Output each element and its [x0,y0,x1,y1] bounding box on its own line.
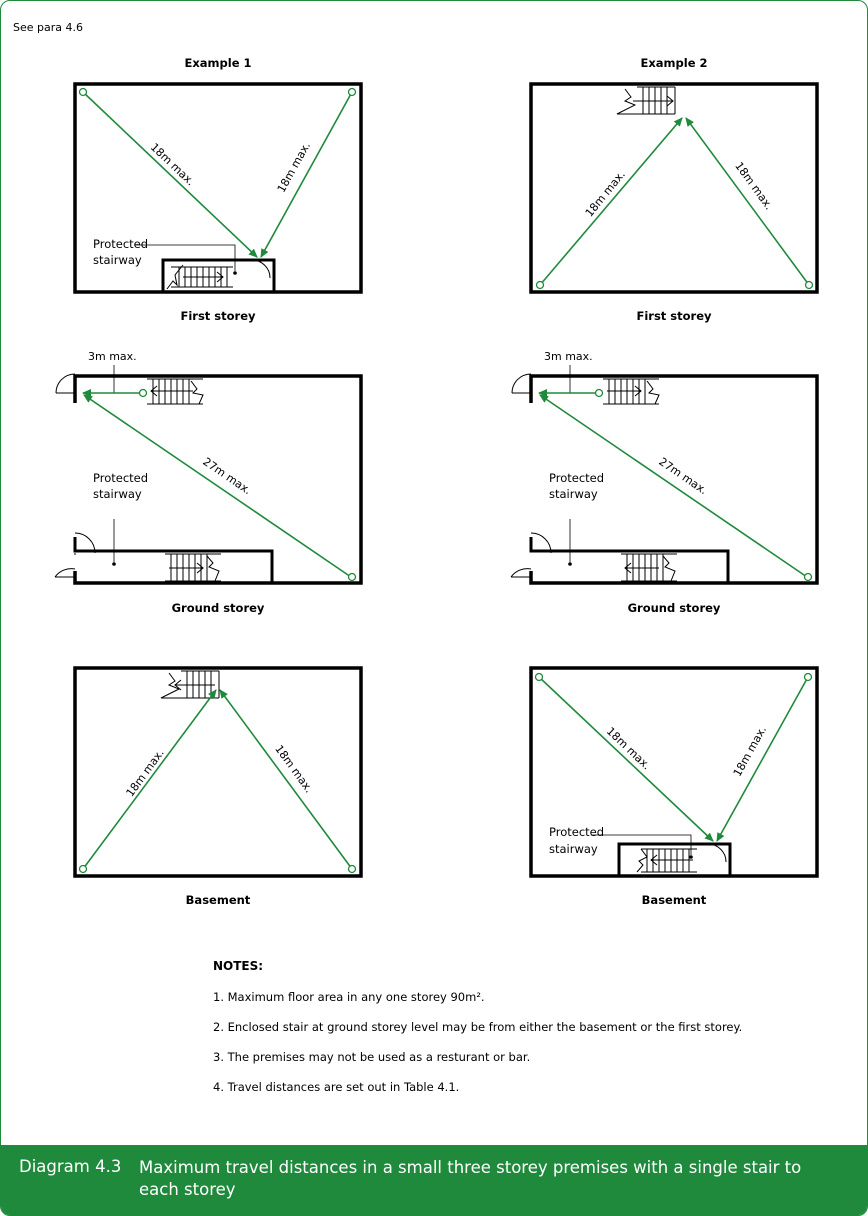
note-item-3: 3. The premises may not be used as a resturant or bar. [213,1050,531,1064]
ex2-basement-dim-right: 18m max. [730,723,770,779]
notes-heading: NOTES: [213,959,264,973]
example-1-basement-plan [75,668,361,876]
diagram-caption-bar [1,1145,868,1216]
example-2-first-storey-plan [531,84,817,292]
ex2-ground-dim-27m: 27m max. [656,454,710,498]
stair-label-line-2: stairway [549,487,598,501]
ex1-ground-dim-3m: 3m max. [88,350,137,363]
ex1-basement-dim-left: 18m max. [123,746,167,800]
ex1-basement-caption: Basement [185,893,251,907]
ex1-first-storey-caption: First storey [180,309,256,323]
ex1-first-dim-left: 18m max. [147,140,198,189]
diagram-caption-text: Maximum travel distances in a small three storey premises with a single stair to each storey [139,1158,802,1199]
stair-label-line-2: stairway [93,487,142,501]
example-1-title: Example 1 [184,56,252,70]
see-para-reference: See para 4.6 [13,21,83,34]
stair-label-line-2: stairway [549,842,598,856]
ex2-basement-stair-label [549,825,604,856]
ex2-basement-dim-left: 18m max. [603,724,654,773]
example-2-title: Example 2 [640,56,708,70]
diagram-number: Diagram 4.3 [19,1157,122,1176]
ex1-basement-dim-right: 18m max. [272,742,316,796]
note-item-2: 2. Enclosed stair at ground storey level may be from either the basement or the first storey. [213,1020,743,1034]
ex1-ground-storey-caption: Ground storey [171,601,265,615]
ex1-first-stair-label [93,237,148,267]
ex2-first-dim-right: 18m max. [732,159,776,213]
ex2-ground-dim-3m: 3m max. [544,350,593,363]
stair-label-line-1: Protected [549,825,605,839]
stair-label-line-1: Protected [93,471,149,485]
ex1-first-dim-right: 18m max. [274,139,314,195]
ex2-first-dim-left: 18m max. [582,168,628,220]
ex2-ground-stair-label [549,471,604,501]
ex1-ground-dim-27m: 27m max. [200,454,254,498]
notes-block [213,959,833,1110]
ex2-first-storey-caption: First storey [636,309,712,323]
stair-label-line-1: Protected [549,471,605,485]
stair-label-line-1: Protected [93,237,149,251]
stair-label-line-2: stairway [93,253,142,267]
ex2-ground-storey-caption: Ground storey [627,601,721,615]
ex2-basement-caption: Basement [641,893,707,907]
ex1-ground-stair-label [93,471,148,501]
note-item-4: 4. Travel distances are set out in Table 4.1. [213,1080,460,1094]
note-item-1: 1. Maximum floor area in any one storey 90m². [213,990,485,1004]
